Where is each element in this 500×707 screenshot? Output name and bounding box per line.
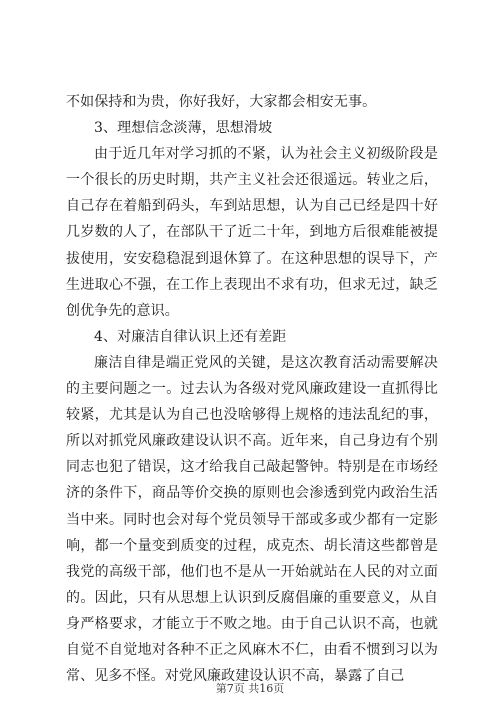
section-heading-4: 4、对廉洁自律认识上还有差距 (94, 328, 287, 345)
document-body (66, 89, 438, 689)
paragraph-continuation: 不如保持和为贵，你好我好，大家都会相安无事。 (66, 94, 377, 110)
section-heading-3: 3、理想信念淡薄，思想滑坡 (94, 120, 273, 137)
paragraph-ideals-belief: 由于近几年对学习抓的不紧，认为社会主义初级阶段是一个很长的历史时期，共产主义社会还很遥远。转业之后，自己存在着船到码头，车到站思想，认为自己已经是四十好几岁数的人了，在部队干了近二十年，到地方后很难能被提拔使用，安安稳稳混到退休算了。在这种思想的误导下，产生进取心不强，在工作上表现出不求有功，但求无过，缺乏创优争先的意识。 (66, 146, 438, 319)
paragraph-integrity-self-discipline: 廉洁自律是端正党风的关键，是这次教育活动需要解决的主要问题之一。过去认为各级对党风廉政建设一直抓得比较紧，尤其是认为自己也没啥够得上规格的违法乱纪的事，所以对抓党风廉政建设认识不高。近年来，自己身边有个别同志也犯了错误，这才给我自己敲起警钟。特别是在市场经济的条件下，商品等价交换的原则也会渗透到党内政治生活当中来。同时也会对每个党员领导干部或多或少都有一定影响，都一个量变到质变的过程，成克杰、胡长清这些都曾是我党的高级干部，他们也不是从一开始就站在人民的对立面的。因此，只有从思想上认识到反腐倡廉的重要意义，从自身严格要求，才能立于不败之地。由于自己认识不高，也就自觉不自觉地对各种不正之风麻木不仁，由看不惯到习以为常、见多不怪。对党风廉政建设认识不高，暴露了自己 (66, 354, 438, 685)
page-footer: 第7页 共16页 (215, 682, 285, 695)
